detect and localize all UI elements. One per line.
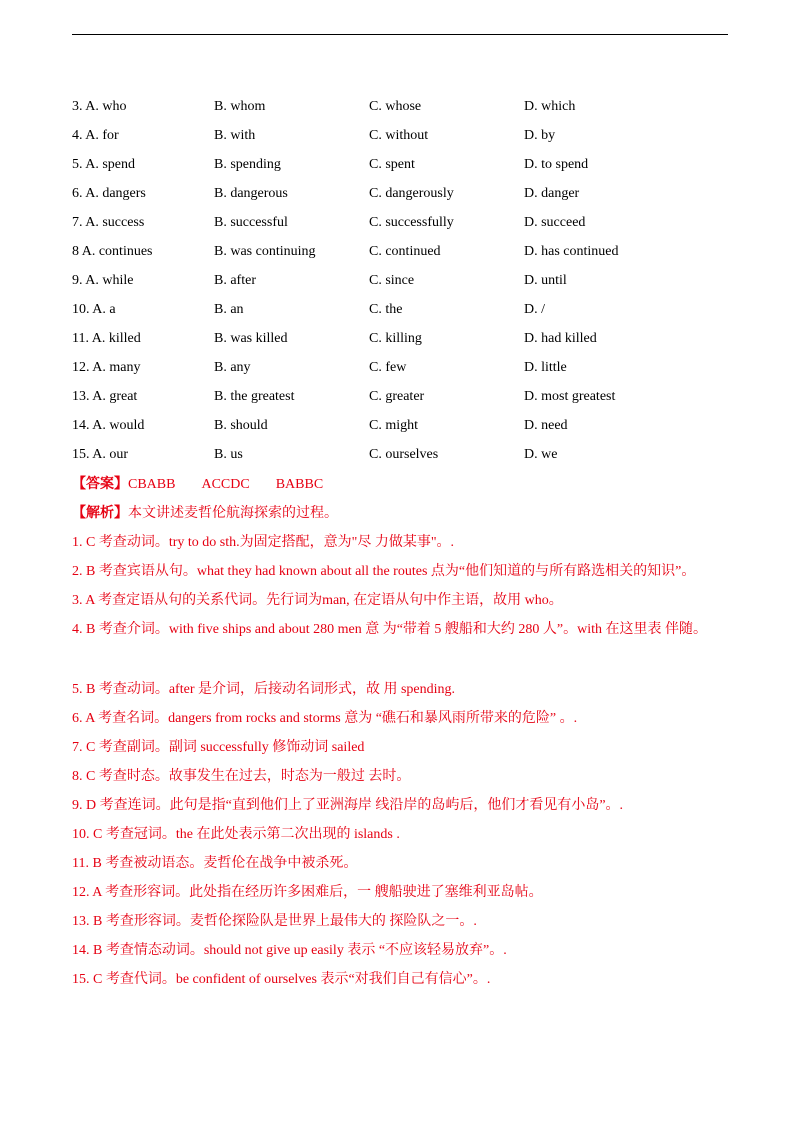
option-cell: 15. A. our bbox=[72, 447, 128, 462]
option-cell: C. without bbox=[369, 128, 429, 143]
explanation-line: 13. B 考查形容词。麦哲伦探险队是世界上最伟大的 探险队之一。. bbox=[72, 914, 477, 929]
option-cell: B. successful bbox=[214, 215, 288, 230]
option-row bbox=[72, 154, 732, 183]
explanation-line: 12. A 考查形容词。此处指在经历许多困难后，一 艘船驶进了塞维利亚岛帖。 bbox=[72, 885, 543, 900]
option-cell: 11. A. killed bbox=[72, 331, 141, 346]
analysis-line bbox=[72, 503, 762, 532]
explanation-line: 3. A 考查定语从句的关系代词。先行词为man, 在定语从句中作主语，故用 who。 bbox=[72, 593, 563, 608]
explanation-line: 9. D 考查连词。此句是指“直到他们上了亚洲海岸 线沿岸的岛屿后，他们才看见有小岛”。. bbox=[72, 798, 624, 813]
explanation-line: 14. B 考查情态动词。should not give up easily 表示 “不应该轻易放弃”。. bbox=[72, 943, 507, 958]
answer-group-3: BABBC bbox=[275, 477, 324, 492]
explanation-line: 7. C 考查副词。副词 successfully 修饰动词 sailed bbox=[72, 740, 365, 755]
option-cell: B. us bbox=[214, 447, 243, 462]
option-cell: D. / bbox=[524, 302, 545, 317]
option-cell: C. dangerously bbox=[369, 186, 454, 201]
option-cell: B. dangerous bbox=[214, 186, 288, 201]
option-cell: B. after bbox=[214, 273, 256, 288]
option-cell: B. the greatest bbox=[214, 389, 295, 404]
option-row bbox=[72, 212, 732, 241]
option-cell: 14. A. would bbox=[72, 418, 145, 433]
explanation-line: 10. C 考查冠词。the 在此处表示第二次出现的 islands . bbox=[72, 827, 400, 842]
option-row bbox=[72, 183, 732, 212]
option-cell: 12. A. many bbox=[72, 360, 141, 375]
option-cell: 3. A. who bbox=[72, 99, 127, 114]
option-cell: 13. A. great bbox=[72, 389, 138, 404]
option-cell: B. should bbox=[214, 418, 268, 433]
option-cell: C. continued bbox=[369, 244, 441, 259]
explanations-list bbox=[72, 532, 762, 998]
option-row bbox=[72, 96, 732, 125]
header-rule bbox=[72, 34, 728, 35]
option-cell: C. few bbox=[369, 360, 407, 375]
option-row bbox=[72, 386, 732, 415]
analysis-label: 【解析】 bbox=[72, 506, 128, 521]
option-cell: 7. A. success bbox=[72, 215, 145, 230]
option-cell: 9. A. while bbox=[72, 273, 134, 288]
option-cell: D. little bbox=[524, 360, 567, 375]
option-row bbox=[72, 444, 732, 473]
option-cell: C. ourselves bbox=[369, 447, 439, 462]
explanation-line: 11. B 考查被动语态。麦哲伦在战争中被杀死。 bbox=[72, 856, 358, 871]
explanation-line: 1. C 考查动词。try to do sth.为固定搭配，意为"尽 力做某事"。. bbox=[72, 535, 455, 550]
option-cell: B. spending bbox=[214, 157, 281, 172]
option-cell: D. most greatest bbox=[524, 389, 616, 404]
option-cell: C. successfully bbox=[369, 215, 454, 230]
option-cell: C. spent bbox=[369, 157, 415, 172]
option-cell: D. which bbox=[524, 99, 576, 114]
answer-group-2: ACCDC bbox=[201, 477, 250, 492]
option-row bbox=[72, 270, 732, 299]
answer-label: 【答案】 bbox=[72, 477, 128, 492]
option-cell: B. was continuing bbox=[214, 244, 316, 259]
option-cell: 5. A. spend bbox=[72, 157, 135, 172]
option-cell: D. had killed bbox=[524, 331, 597, 346]
option-cell: D. we bbox=[524, 447, 558, 462]
options-table bbox=[72, 96, 732, 473]
option-cell: B. was killed bbox=[214, 331, 288, 346]
option-cell: D. to spend bbox=[524, 157, 589, 172]
option-cell: B. whom bbox=[214, 99, 266, 114]
answer-group-1: CBABB bbox=[128, 477, 176, 492]
explanation-line: 2. B 考查宾语从句。what they had known about all the routes 点为“他们知道的与所有路选相关的知识”。 bbox=[72, 564, 696, 579]
explanation-line: 5. B 考查动词。after 是介词，后接动名词形式，故 用 spending. bbox=[72, 682, 456, 697]
option-cell: D. has continued bbox=[524, 244, 619, 259]
option-row bbox=[72, 328, 732, 357]
explanation-line: 4. B 考查介词。with five ships and about 280 men 意 为“带着 5 艘船和大约 280 人”。with 在这里表 伴随。 bbox=[72, 622, 708, 637]
option-row bbox=[72, 241, 732, 270]
option-cell: C. greater bbox=[369, 389, 425, 404]
option-cell: C. killing bbox=[369, 331, 422, 346]
option-row bbox=[72, 125, 732, 154]
option-cell: D. until bbox=[524, 273, 567, 288]
option-cell: B. an bbox=[214, 302, 244, 317]
option-cell: D. need bbox=[524, 418, 568, 433]
option-row bbox=[72, 415, 732, 444]
explanation-line: 6. A 考查名词。dangers from rocks and storms 意为 “礁石和暴风雨所带来的危险” 。. bbox=[72, 711, 578, 726]
explanation-line: 8. C 考查时态。故事发生在过去，时态为一般过 去时。 bbox=[72, 769, 411, 784]
explanation-line: 15. C 考查代词。be confident of ourselves 表示“对我们自己有信心”。. bbox=[72, 972, 491, 987]
option-cell: B. with bbox=[214, 128, 256, 143]
answer-key-line bbox=[72, 474, 762, 503]
option-cell: C. the bbox=[369, 302, 403, 317]
option-row bbox=[72, 357, 732, 386]
option-cell: 10. A. a bbox=[72, 302, 116, 317]
option-cell: 6. A. dangers bbox=[72, 186, 146, 201]
option-cell: D. danger bbox=[524, 186, 580, 201]
option-cell: 8 A. continues bbox=[72, 244, 153, 259]
option-cell: C. whose bbox=[369, 99, 422, 114]
option-cell: C. might bbox=[369, 418, 419, 433]
option-cell: 4. A. for bbox=[72, 128, 119, 143]
answer-section bbox=[72, 474, 762, 998]
option-row bbox=[72, 299, 732, 328]
option-cell: C. since bbox=[369, 273, 415, 288]
option-cell: D. succeed bbox=[524, 215, 586, 230]
option-cell: B. any bbox=[214, 360, 251, 375]
analysis-intro: 本文讲述麦哲伦航海探索的过程。 bbox=[128, 506, 338, 521]
option-cell: D. by bbox=[524, 128, 556, 143]
